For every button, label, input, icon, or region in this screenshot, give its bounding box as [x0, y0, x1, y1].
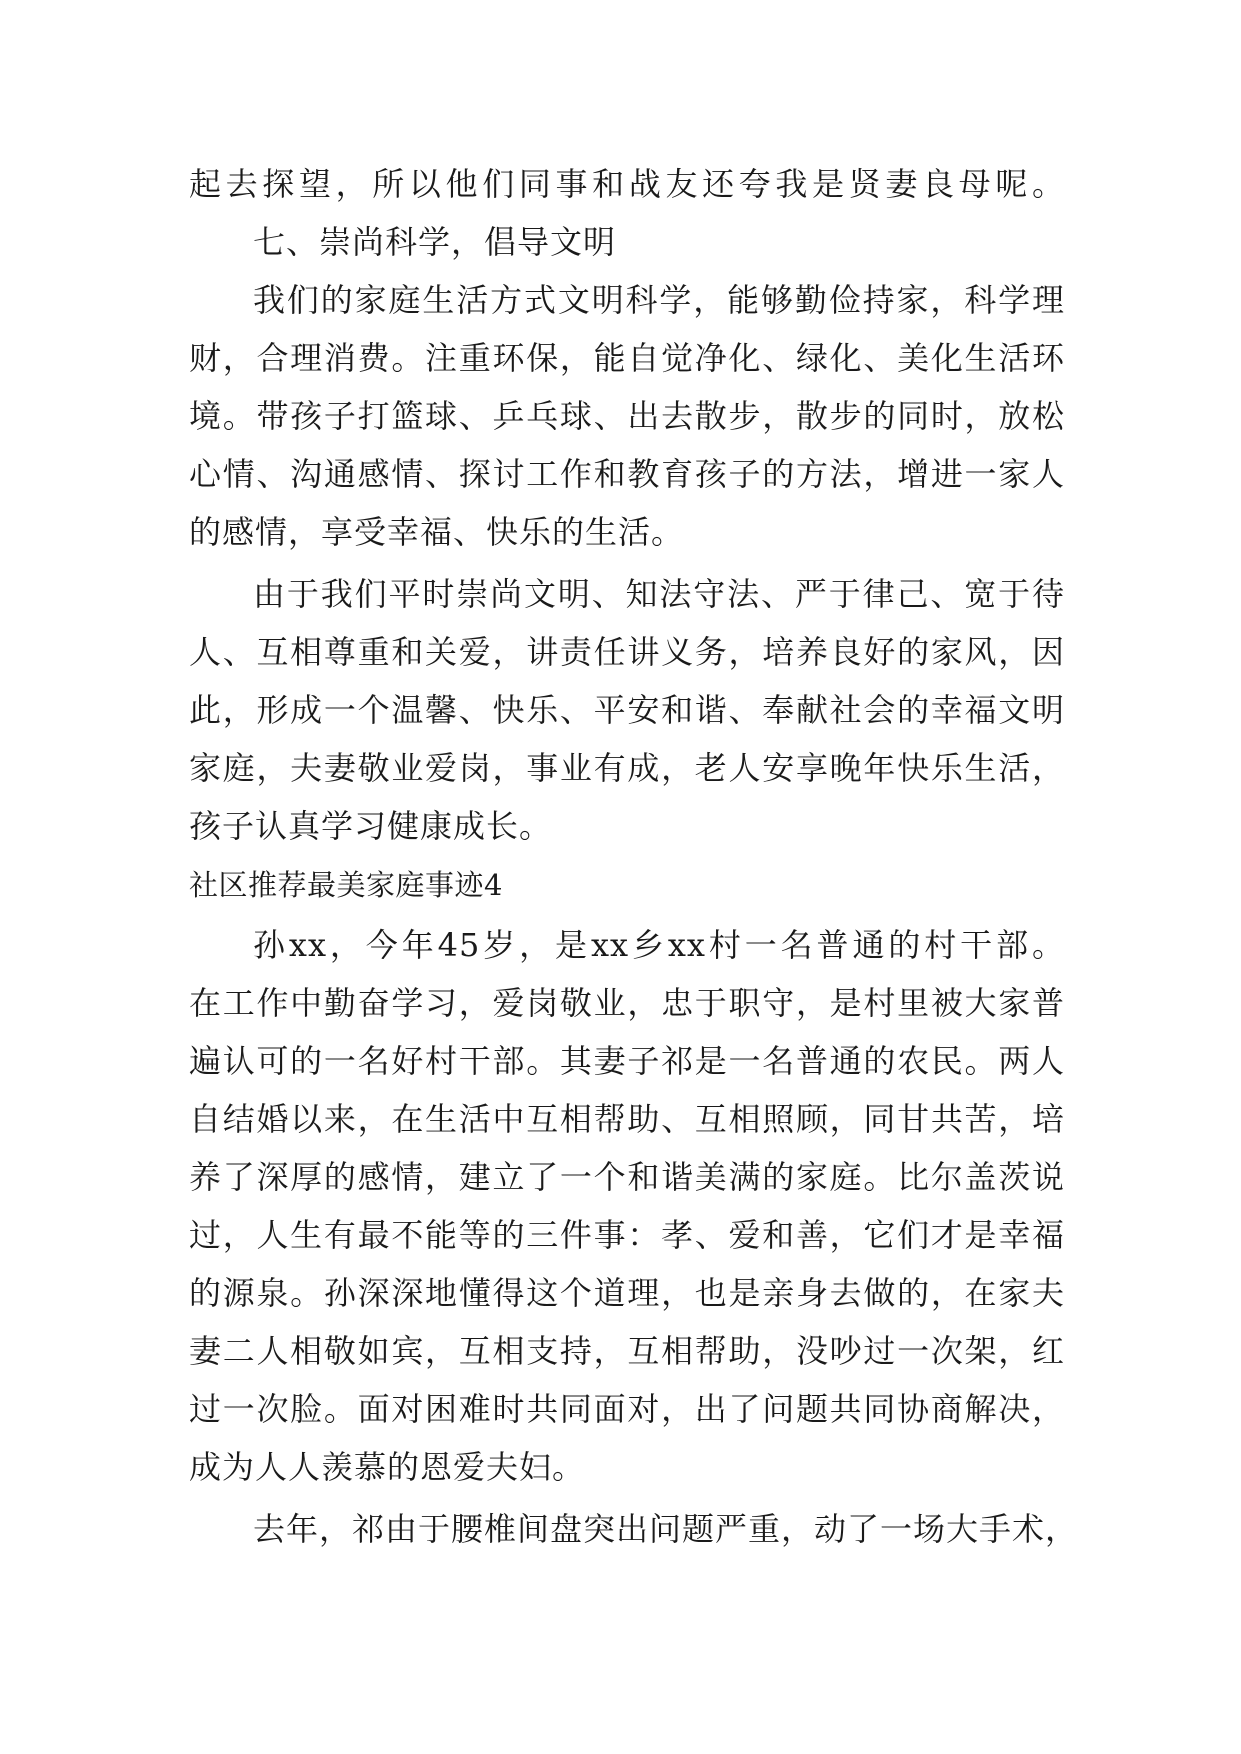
paragraph-line: 孙xx，今年45岁，是xx乡xx村一名普通的村干部。 [253, 926, 1065, 964]
paragraph-line: 此，形成一个温馨、快乐、平安和谐、奉献社会的幸福文明 [189, 691, 1065, 729]
paragraph-line: 的感情，享受幸福、快乐的生活。 [189, 513, 685, 551]
document-body [189, 155, 1079, 1558]
paragraph-line: 妻二人相敬如宾，互相支持，互相帮助，没吵过一次架，红 [189, 1332, 1065, 1370]
paragraph-line: 孩子认真学习健康成长。 [189, 807, 553, 845]
paragraph-line: 在工作中勤奋学习，爱岗敬业，忠于职守，是村里被大家普 [189, 984, 1065, 1022]
paragraph-line: 心情、沟通感情、探讨工作和教育孩子的方法，增进一家人 [189, 455, 1065, 493]
section-heading: 七、崇尚科学，倡导文明 [253, 223, 617, 261]
paragraph-line: 家庭，夫妻敬业爱岗，事业有成，老人安享晚年快乐生活， [189, 749, 1065, 787]
paragraph-line: 人、互相尊重和关爱，讲责任讲义务，培养良好的家风，因 [189, 633, 1065, 671]
paragraph-line: 过，人生有最不能等的三件事：孝、爱和善，它们才是幸福 [189, 1216, 1065, 1254]
paragraph-line: 自结婚以来，在生活中互相帮助、互相照顾，同甘共苦，培 [189, 1100, 1065, 1138]
paragraph-line: 过一次脸。面对困难时共同面对，出了问题共同协商解决， [189, 1390, 1065, 1428]
paragraph-line: 去年，祁由于腰椎间盘突出问题严重，动了一场大手术， [253, 1510, 1079, 1548]
paragraph-line: 成为人人羡慕的恩爱夫妇。 [189, 1448, 586, 1486]
paragraph-line: 我们的家庭生活方式文明科学，能够勤俭持家，科学理 [253, 281, 1065, 319]
paragraph-line: 养了深厚的感情，建立了一个和谐美满的家庭。比尔盖茨说 [189, 1158, 1065, 1196]
paragraph-line: 由于我们平时崇尚文明、知法守法、严于律己、宽于待 [253, 575, 1065, 613]
article-title: 社区推荐最美家庭事迹4 [189, 868, 503, 902]
paragraph-line: 遍认可的一名好村干部。其妻子祁是一名普通的农民。两人 [189, 1042, 1065, 1080]
paragraph-line: 境。带孩子打篮球、乒乓球、出去散步，散步的同时，放松 [189, 397, 1065, 435]
paragraph-line: 的源泉。孙深深地懂得这个道理，也是亲身去做的，在家夫 [189, 1274, 1065, 1312]
paragraph-line: 财，合理消费。注重环保，能自觉净化、绿化、美化生活环 [189, 339, 1065, 377]
paragraph-line: 起去探望，所以他们同事和战友还夸我是贤妻良母呢。 [189, 165, 1065, 203]
